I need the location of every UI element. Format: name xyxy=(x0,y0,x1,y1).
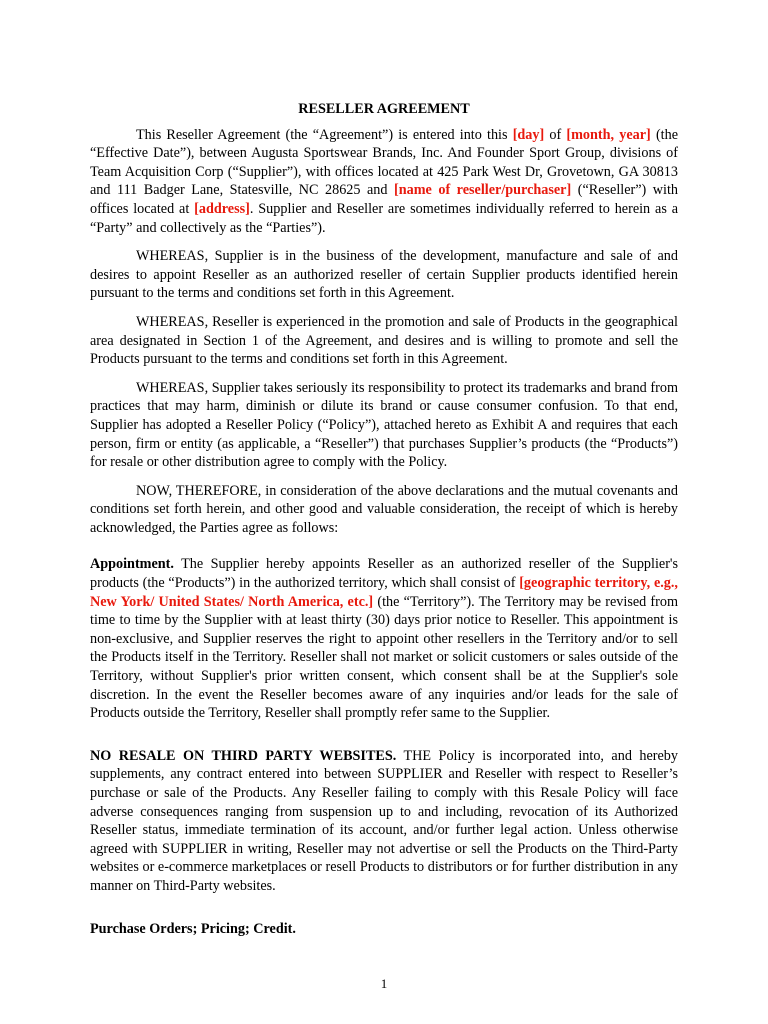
no-resale-heading: NO RESALE ON THIRD PARTY WEBSITES. xyxy=(90,747,397,764)
placeholder-reseller-name: [name of reseller/purchaser] xyxy=(394,182,572,199)
placeholder-address: [address] xyxy=(194,200,250,217)
preamble-text-2: of xyxy=(544,126,567,143)
no-resale-section xyxy=(90,747,678,896)
document-title: RESELLER AGREEMENT xyxy=(298,101,470,117)
now-therefore-paragraph: NOW, THEREFORE, in consideration of the above declarations and the mutual covenants and conditions set forth herein, and other good and valuable consideration, the receipt of which is hereby acknowledged, the Parties agree as follows: xyxy=(90,482,678,536)
purchase-orders-heading: Purchase Orders; Pricing; Credit. xyxy=(90,920,296,937)
appointment-text-1: The Supplier hereby appoints Reseller as an authorized reseller of the Supplier's products (the “Products”) in the authorized territory, which shall consist of xyxy=(90,556,678,592)
whereas-paragraph-3: WHEREAS, Supplier takes seriously its responsibility to protect its trademarks and brand from practices that may harm, diminish or dilute its brand or cause consumer confusion. To that end, Supplier has adopted a Reseller Policy (“Policy”), attached hereto as Exhibit A and requires that each person, firm or entity (as applicable, a “Reseller”) that purchases Supplier’s products (the “Products”) for resale or other distribution agree to comply with the Policy. xyxy=(90,379,678,471)
page-number: 1 xyxy=(380,976,388,991)
placeholder-month-year: [month, year] xyxy=(566,126,651,143)
appointment-heading: Appointment. xyxy=(90,556,174,573)
appointment-text-2: (the “Territory”). The Territory may be revised from time to time by the Supplier with at least thirty (30) days prior notice to Reseller. This appointment is non-exclusive, and Supplier reserves the right to appoint other resellers in the Territory and/or to sell the Products itself in the Territory. Reseller shall not market or solicit customers or sales outside of the Territory, without Supplier's prior written consent, which consent shall be at the Supplier's sole discretion. In the event the Reseller becomes aware of any inquiries and/or leads for the sale of Products outside the Territory, Reseller shall promptly refer same to the Supplier. xyxy=(90,593,679,722)
no-resale-text: THE Policy is incorporated into, and hereby supplements, any contract entered into between SUPPLIER and Reseller with respect to Reseller’s purchase or sale of the Products. Any Reseller failing to comply with this Resale Policy will face adverse consequences ranging from suspension up to and including, revocation of its Authorized Reseller status, immediate termination of its account, and/or further legal action. Unless otherwise agreed with SUPPLIER in writing, Reseller may not advertise or sell the Products on the Third-Party websites or e-commerce marketplaces or resell Products to distributors or for further distribution in any manner on Third-Party websites. xyxy=(90,747,678,894)
document-page xyxy=(90,100,678,938)
placeholder-territory: [geographic territory, e.g., New York/ United States/ North America, etc.] xyxy=(90,575,678,610)
appointment-section xyxy=(90,555,678,722)
preamble-text-3: (the “Effective Date”), between Augusta Sportswear Brands, Inc. And Founder Sport Group, divisions of Team Acquisition Corp (“Supplier”), with offices located at 425 Park West Dr, Grovetown, GA 30813 and 111 Badger Lane, Statesville, NC 28625 and xyxy=(90,126,678,199)
preamble-text-4: (“Reseller”) with offices located at xyxy=(90,182,678,217)
preamble-paragraph xyxy=(90,126,678,238)
placeholder-day: [day] xyxy=(512,126,545,143)
preamble-text-1: This Reseller Agreement (the “Agreement”) is entered into this xyxy=(136,126,513,143)
whereas-paragraph-2: WHEREAS, Reseller is experienced in the promotion and sale of Products in the geographical area designated in Section 1 of the Agreement, and desires and is willing to promote and sell the Products pursuant to the terms and conditions set forth in this Agreement. xyxy=(90,313,678,368)
whereas-paragraph-1: WHEREAS, Supplier is in the business of the development, manufacture and sale of and desires to appoint Reseller as an authorized reseller of certain Supplier products identified herein pursuant to the terms and conditions set forth in this Agreement. xyxy=(90,248,678,302)
preamble-text-5: . Supplier and Reseller are sometimes individually referred to herein as a “Party” and collectively as the “Parties”). xyxy=(90,200,678,236)
